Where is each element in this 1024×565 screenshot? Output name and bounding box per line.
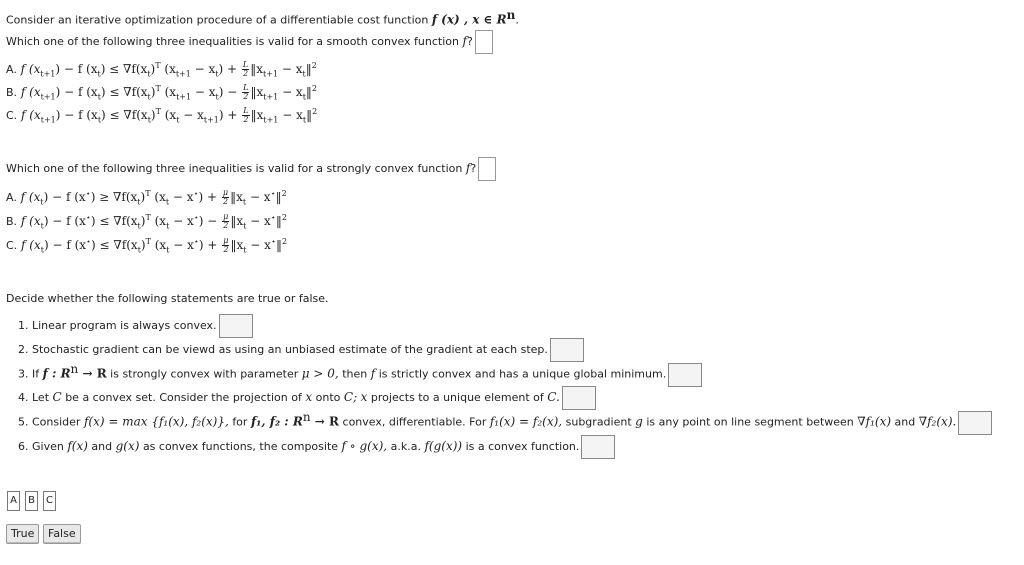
- intro-text: Consider an iterative optimization procedure of a differentiable cost function: [6, 13, 429, 27]
- q2-a-sup8: ⋆: [270, 189, 276, 198]
- q1-b-frac-num: L: [243, 83, 249, 92]
- q2-b-sub3: t: [137, 221, 141, 231]
- intro-line: [6, 8, 519, 27]
- q1-b-mid2: ) ≤ ∇f(x: [100, 85, 148, 99]
- q1-b-sup-end: 2: [311, 84, 318, 93]
- q1-b-mid6: ) −: [218, 85, 238, 99]
- q1-a-frac: [242, 61, 249, 78]
- s5-num: 5.: [18, 415, 29, 429]
- q2-c-sub4: t: [166, 245, 170, 255]
- q2-b-mid6: ) −: [198, 214, 218, 228]
- q2-a-mid2: ) ≥ ∇f(x: [90, 190, 138, 204]
- q2-option-c: [6, 237, 287, 254]
- q1-a-mid2: ) ≤ ∇f(x: [100, 62, 148, 76]
- s5-t3: convex, differentiable. For: [342, 415, 487, 429]
- q2-a-mid5: − x: [169, 190, 194, 204]
- q2-c-mid8: − x: [246, 238, 271, 252]
- q1-a-mid6: ) +: [218, 62, 238, 76]
- q2-qmark: ?: [470, 162, 477, 175]
- q2-c-frac: [222, 237, 229, 254]
- q2-a-mid3: ): [140, 190, 146, 204]
- statement-1: [18, 314, 253, 338]
- q1-c-frac-den: 2: [243, 115, 249, 124]
- s6-m4: f(g(x)): [424, 439, 463, 453]
- q2-option-b: [6, 213, 287, 230]
- q2-c-sup2: ⋆: [86, 237, 92, 246]
- drag-choice-c[interactable]: C: [43, 491, 56, 511]
- s3-m1sup: n: [70, 362, 79, 376]
- s4-m1: C: [52, 390, 62, 404]
- q1-a-sub5: t: [215, 69, 219, 79]
- s3-num: 3.: [18, 367, 29, 381]
- q1-c-mid4: (x: [160, 108, 177, 122]
- s5-m6: ∇f₁(x): [857, 414, 892, 429]
- s4-t4: projects to a unique element of: [370, 391, 544, 404]
- q1-a-mid4: (x: [160, 62, 176, 76]
- s2-text: Stochastic gradient can be viewd as using an unbiased estimate of the gradient at each step.: [32, 343, 548, 356]
- q2-b-frac-num: μ: [223, 212, 229, 221]
- q2-text: Which one of the following three inequalities is valid for a strongly convex function: [6, 162, 463, 175]
- q2-a-frac: [222, 189, 229, 206]
- statement-6: [18, 435, 615, 459]
- q1-c-sub8: t: [302, 115, 307, 125]
- q1-a-frac-den: 2: [243, 69, 249, 78]
- q1-b-mid7: ‖x: [250, 85, 264, 99]
- s4-m5: C.: [547, 390, 560, 404]
- s5-m1: f(x) = max {f₁(x), f₂(x)},: [83, 414, 229, 429]
- q1-c-mid7: ‖x: [250, 108, 264, 122]
- statement-5: [18, 410, 992, 435]
- q2-c-mid7: ‖x: [230, 238, 244, 252]
- q2-a-sup3: T: [145, 189, 151, 198]
- intro-math: f (x) , x ∈ R: [431, 12, 507, 27]
- q2-func: f: [465, 161, 471, 175]
- s3-answer-box[interactable]: [668, 363, 702, 387]
- q2-b-mid7: ‖x: [230, 214, 244, 228]
- s5-t1: Consider: [32, 415, 81, 429]
- q1-b-sub5: t: [215, 92, 219, 102]
- q1-option-b: [6, 84, 317, 101]
- q2-c-mid3: ): [140, 238, 146, 252]
- s3-t3: then: [342, 367, 368, 381]
- s6-t3: as convex functions, the composite: [142, 440, 339, 453]
- q2-a-label: A.: [6, 191, 17, 204]
- q2-c-sup5: ⋆: [193, 237, 199, 246]
- q1-c-sub5: t+1: [203, 115, 219, 125]
- s6-m2: g(x): [115, 439, 140, 453]
- q1-b-sub8: t: [302, 92, 306, 102]
- s5-m4: f₁(x) = f₂(x),: [489, 414, 563, 429]
- q1-c-frac-num: L: [243, 106, 249, 115]
- s4-t3: onto: [315, 391, 341, 404]
- s4-num: 4.: [18, 391, 29, 404]
- q1-option-c: [6, 107, 317, 124]
- q2-option-a: [6, 189, 287, 206]
- q1-b-frac-den: 2: [243, 92, 249, 101]
- s2-num: 2.: [18, 343, 29, 356]
- q2-a-sub4: t: [165, 197, 170, 207]
- q1-b-mid4: (x: [160, 85, 177, 99]
- q2-b-sub4: t: [166, 221, 170, 231]
- q1-c-mid1: ) − f (x: [55, 108, 98, 122]
- s3-t4: is strictly convex and has a unique global minimum.: [378, 367, 667, 381]
- q2-b-frac: [222, 213, 229, 230]
- q1-c-sub2: t: [97, 115, 102, 125]
- q2-a-mid7: ‖x: [230, 190, 243, 204]
- drag-choice-b[interactable]: B: [25, 491, 38, 511]
- q2-a-end: ‖: [275, 190, 282, 204]
- q1-b-sub3: t: [147, 92, 151, 102]
- s3-m2: → R: [78, 366, 107, 381]
- q1-b-sup3: T: [155, 84, 161, 93]
- q1-b-mid5: − x: [191, 85, 216, 99]
- q1-c-sub1: t+1: [40, 115, 56, 125]
- q1-a-sub8: t: [302, 69, 306, 79]
- q2-c-sup3: T: [145, 237, 151, 246]
- q1-c-lhs: f (x: [21, 108, 41, 122]
- s6-num: 6.: [18, 440, 29, 453]
- q2-c-sub3: t: [137, 245, 141, 255]
- q2-c-sub7: t: [243, 245, 247, 255]
- q2-a-sup-end: 2: [281, 189, 287, 198]
- q1-a-end: ‖: [305, 62, 312, 76]
- s6-m3: f ∘ g(x),: [341, 439, 388, 453]
- q2-c-mid2: ) ≤ ∇f(x: [91, 238, 138, 252]
- q2-c-mid4: (x: [150, 238, 167, 252]
- q1-c-sub7: t+1: [263, 115, 279, 125]
- q2-b-mid2: ) ≤ ∇f(x: [90, 214, 138, 228]
- q2-c-sup8: ⋆: [270, 237, 276, 246]
- s3-m4: f: [370, 366, 376, 381]
- q2-b-end: ‖: [275, 214, 282, 228]
- q1-c-mid5: − x: [179, 108, 204, 122]
- q1-a-sup-end: 2: [311, 61, 317, 70]
- q2-b-lhs: f (x: [20, 214, 41, 228]
- q1-c-end: ‖: [306, 108, 313, 122]
- q1-a-frac-num: L: [242, 60, 249, 69]
- q2-answer-box[interactable]: [478, 157, 496, 181]
- s4-m3: C;: [343, 390, 358, 404]
- s3-t2: is strongly convex with parameter: [110, 367, 299, 381]
- s5-answer-box[interactable]: [958, 411, 992, 435]
- q2-a-sub1: t: [40, 197, 44, 207]
- intro-end: .: [515, 13, 519, 27]
- q2-b-mid3: ): [140, 214, 146, 228]
- q1-c-frac: [242, 107, 249, 124]
- q1-a-label: A.: [6, 63, 17, 76]
- q2-b-sup8: ⋆: [270, 213, 276, 222]
- q1-b-lhs: f (x: [20, 85, 41, 99]
- q2-b-sup2: ⋆: [85, 213, 91, 222]
- q1-c-label: C.: [6, 109, 18, 122]
- q1-a-mid3: ): [150, 62, 156, 76]
- q2-a-mid8: − x: [246, 190, 271, 204]
- q2-c-sub1: t: [40, 245, 44, 255]
- q2-a-frac-den: 2: [222, 197, 229, 206]
- s6-t4: a.k.a.: [390, 440, 421, 453]
- s5-m2: f₁, f₂ : R: [250, 414, 303, 429]
- q1-b-sub2: t: [97, 92, 101, 102]
- q2-b-mid8: − x: [246, 214, 271, 228]
- q1-c-mid8: − x: [278, 108, 303, 122]
- q2-a-lhs: f (x: [20, 190, 41, 204]
- q2-b-mid4: (x: [150, 214, 167, 228]
- q2-b-label: B.: [6, 215, 18, 228]
- statement-3: [18, 362, 702, 387]
- s6-t1: Given: [32, 440, 64, 453]
- q1-a-mid8: − x: [278, 62, 303, 76]
- q1-b-mid1: ) − f (x: [55, 85, 98, 99]
- q1-c-mid3: ): [150, 108, 156, 122]
- s6-m1: f(x): [67, 439, 88, 453]
- q2-b-sub7: t: [243, 221, 247, 231]
- q1-answer-box[interactable]: [475, 30, 493, 54]
- q1-option-a: [6, 61, 317, 78]
- s5-t4: subgradient: [565, 415, 632, 429]
- q1-prompt: [6, 30, 493, 54]
- q1-b-sub1: t+1: [40, 92, 56, 102]
- q2-a-mid1: ) − f (x: [43, 190, 86, 204]
- q1-a-sup3: T: [155, 61, 161, 70]
- q1-b-mid3: ): [150, 85, 156, 99]
- q1-a-mid7: ‖x: [250, 62, 264, 76]
- s3-m3: μ > 0,: [301, 366, 339, 381]
- q1-c-sub4: t: [176, 115, 180, 125]
- q2-a-sub3: t: [137, 197, 141, 207]
- s5-t2: for: [232, 415, 248, 429]
- q1-c-mid2: ) ≤ ∇f(x: [101, 108, 148, 122]
- q1-c-mid6: ) +: [218, 108, 238, 122]
- s2-answer-box[interactable]: [550, 338, 584, 362]
- q2-a-mid6: ) +: [198, 190, 218, 204]
- q1-text: Which one of the following three inequalities is valid for a smooth convex function: [6, 35, 459, 48]
- q1-a-sub4: t+1: [175, 69, 191, 79]
- q2-b-mid1: ) − f (x: [43, 214, 86, 228]
- q2-a-sup2: ⋆: [85, 189, 91, 198]
- s5-m5: g: [635, 414, 643, 429]
- q2-b-mid5: − x: [169, 214, 194, 228]
- q2-c-mid1: ) − f (x: [43, 238, 87, 252]
- q1-a-sub3: t: [147, 69, 151, 79]
- q2-c-frac-num: μ: [223, 236, 229, 245]
- q2-a-frac-num: μ: [222, 188, 229, 197]
- q2-c-mid5: − x: [169, 238, 194, 252]
- s3-m1: f : R: [42, 366, 71, 381]
- s4-t2: be a convex set. Consider the projection of: [65, 391, 302, 404]
- q2-b-frac-den: 2: [223, 221, 229, 230]
- q1-b-mid8: − x: [278, 85, 303, 99]
- q1-a-sub1: t+1: [40, 69, 56, 79]
- q2-b-sub1: t: [40, 221, 44, 231]
- q2-c-sup-end: 2: [281, 237, 288, 246]
- s5-t6: and: [894, 415, 916, 429]
- q1-b-frac: [242, 84, 249, 101]
- q1-c-sup-end: 2: [312, 107, 318, 116]
- true-button[interactable]: True: [6, 524, 39, 544]
- s5-m7: ∇f₂(x).: [918, 414, 957, 429]
- tf-intro: Decide whether the following statements are true or false.: [6, 292, 329, 305]
- q2-b-sup-end: 2: [281, 213, 287, 222]
- s6-answer-box[interactable]: [581, 435, 615, 459]
- s3-t1: If: [32, 367, 40, 381]
- s5-t5: is any point on line segment between: [646, 415, 854, 429]
- s4-t1: Let: [32, 391, 50, 404]
- q2-a-sup5: ⋆: [193, 189, 199, 198]
- s5-m3: → R: [310, 414, 340, 429]
- q2-c-mid6: ) +: [198, 238, 218, 252]
- q1-c-sup3: T: [155, 107, 161, 116]
- q2-a-sub7: t: [242, 197, 247, 207]
- q2-c-lhs: f (x: [21, 238, 41, 252]
- q1-b-sub7: t+1: [263, 92, 279, 102]
- q1-b-label: B.: [6, 86, 18, 99]
- statement-4: [18, 386, 596, 410]
- s4-m4: x: [360, 390, 368, 404]
- q1-a-sub2: t: [97, 69, 101, 79]
- drag-choice-a[interactable]: A: [7, 491, 20, 511]
- s1-num: 1.: [18, 319, 29, 332]
- q2-a-mid4: (x: [150, 190, 166, 204]
- intro-sup: n: [506, 8, 516, 22]
- statement-2: [18, 338, 584, 362]
- q2-c-end: ‖: [275, 238, 282, 252]
- q1-qmark: ?: [466, 35, 473, 48]
- q1-a-sub7: t+1: [263, 69, 279, 79]
- s5-m2sup: n: [302, 410, 311, 424]
- q1-c-sub3: t: [147, 115, 151, 125]
- s1-answer-box[interactable]: [219, 314, 253, 338]
- q1-a-mid1: ) − f (x: [55, 62, 98, 76]
- q2-prompt: [6, 157, 496, 181]
- s6-t2: and: [91, 440, 113, 453]
- q1-a-lhs: f (x: [20, 62, 41, 76]
- q1-a-mid5: − x: [190, 62, 216, 76]
- q2-b-sup3: T: [145, 213, 151, 222]
- q2-c-frac-den: 2: [223, 245, 229, 254]
- q2-b-sup5: ⋆: [193, 213, 199, 222]
- s1-text: Linear program is always convex.: [32, 319, 217, 332]
- s4-answer-box[interactable]: [562, 386, 596, 410]
- q1-func: f: [462, 34, 467, 48]
- q2-c-label: C.: [6, 239, 18, 252]
- q1-b-sub4: t+1: [176, 92, 192, 102]
- s6-t5: is a convex function.: [465, 440, 580, 453]
- q1-b-end: ‖: [305, 85, 312, 99]
- s4-m2: x: [305, 390, 313, 404]
- false-button[interactable]: False: [43, 524, 81, 544]
